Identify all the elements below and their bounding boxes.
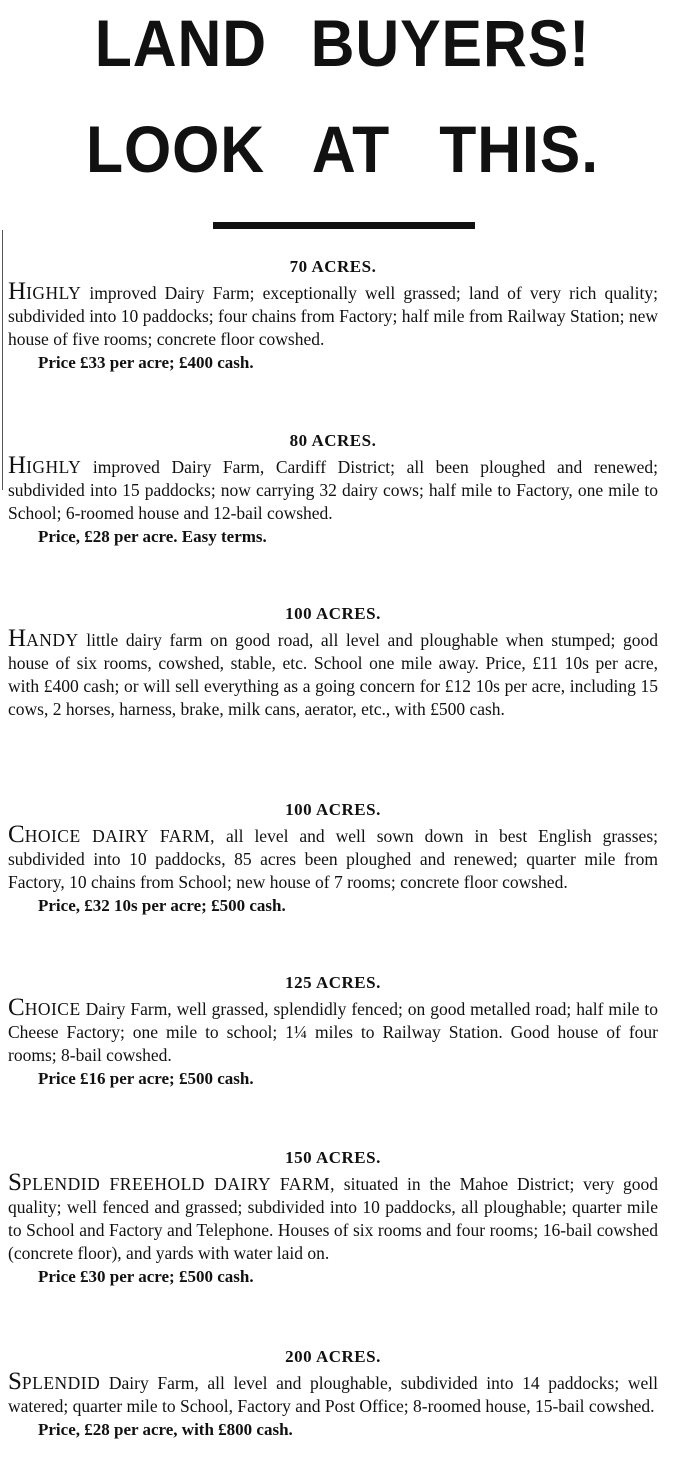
listing-125-acres — [8, 972, 658, 1090]
description-text: situated in the Mahoe District; very good quality; well fenced and grassed; subdivided into 10 paddocks, all ploughable; quarter mile to School and Factory and Telephone. Houses of six rooms and four rooms; 16-bail cowshed (concrete floor), and yards with water laid on. — [8, 1174, 658, 1263]
first-word: IGHLY — [26, 457, 82, 477]
description-text: improved Dairy Farm; exceptionally well grassed; land of very rich quality; subdivided into 10 paddocks; four chains from Factory; half mile from Railway Station; new house of five rooms; concrete floor cowshed. — [8, 283, 658, 349]
listing-acres: 100 ACRES. — [285, 604, 381, 623]
listing-100-acres-handy — [8, 603, 658, 721]
first-word: HOICE — [24, 999, 81, 1019]
listing-acres: 125 ACRES. — [285, 973, 381, 992]
listing-100-acres-choice — [8, 799, 658, 917]
drop-initial: H — [8, 452, 27, 479]
description-text: improved Dairy Farm, Cardiff District; all been ploughed and renewed; subdivided into 15 paddocks; now carrying 32 dairy cows; half mile to Factory, one mile to School; 6-roomed house and 12-bail cowshed. — [8, 457, 658, 523]
listing-150-acres — [8, 1147, 658, 1288]
listing-price: Price, £28 per acre. Easy terms. — [38, 527, 267, 546]
drop-initial: C — [8, 994, 25, 1021]
drop-initial: S — [8, 1169, 22, 1196]
headline-line-1: LAND BUYERS! — [94, 6, 591, 80]
listing-description — [8, 1169, 658, 1265]
listing-200-acres — [8, 1346, 658, 1441]
column-rule — [2, 230, 3, 490]
drop-initial: H — [8, 625, 27, 652]
first-word: IGHLY — [26, 283, 82, 303]
first-word: ANDY — [26, 630, 79, 650]
divider-bar — [213, 222, 475, 229]
description-text: Dairy Farm, well grassed, splendidly fenced; on good metalled road; half mile to Cheese Factory; one mile to school; 1¼ miles to Railway Station. Good house of four rooms; 8-bail cowshed. — [8, 999, 658, 1065]
description-text: all level and well sown down in best English grasses; subdivided into 10 paddocks, 85 acres been ploughed and renewed; quarter mile from Factory, 10 chains from School; new house of 7 rooms; concrete floor cowshed. — [8, 826, 658, 892]
listing-description — [8, 625, 658, 721]
listing-acres: 70 ACRES. — [289, 257, 377, 276]
listing-description — [8, 278, 658, 351]
listing-70-acres — [8, 256, 658, 374]
headline-line-2: LOOK AT THIS. — [85, 112, 600, 186]
drop-initial: S — [8, 1368, 22, 1395]
listing-description — [8, 452, 658, 525]
description-text: little dairy farm on good road, all level and ploughable when stumped; good house of six rooms, cowshed, stable, etc. School one mile away. Price, £11 10s per acre, with £400 cash; or will sell everything as a going concern for £12 10s per acre, including 15 cows, 2 horses, harness, brake, milk cans, aerator, etc., with £500 cash. — [8, 630, 658, 719]
listing-description — [8, 821, 658, 894]
drop-initial: H — [8, 278, 27, 305]
listing-acres: 100 ACRES. — [285, 800, 381, 819]
listing-price: Price, £32 10s per acre; £500 cash. — [38, 896, 286, 915]
listing-price: Price £16 per acre; £500 cash. — [38, 1069, 254, 1088]
first-word: PLENDID — [21, 1373, 101, 1393]
listing-description — [8, 994, 658, 1067]
listing-acres: 80 ACRES. — [289, 431, 377, 450]
listing-price: Price £30 per acre; £500 cash. — [38, 1267, 254, 1286]
listing-price: Price, £28 per acre, with £800 cash. — [38, 1420, 293, 1439]
drop-initial: C — [8, 821, 25, 848]
listing-price: Price £33 per acre; £400 cash. — [38, 353, 254, 372]
first-word: HOICE DAIRY FARM, — [24, 826, 216, 846]
listing-description — [8, 1368, 658, 1418]
first-word: PLENDID FREEHOLD DAIRY FARM, — [21, 1174, 335, 1194]
listing-acres: 200 ACRES. — [285, 1347, 381, 1366]
description-text: Dairy Farm, all level and ploughable, subdivided into 14 paddocks; well watered; quarter mile to School, Factory and Post Office; 8-roomed house, 15-bail cowshed. — [8, 1373, 658, 1416]
listing-80-acres — [8, 430, 658, 548]
listing-acres: 150 ACRES. — [285, 1148, 381, 1167]
